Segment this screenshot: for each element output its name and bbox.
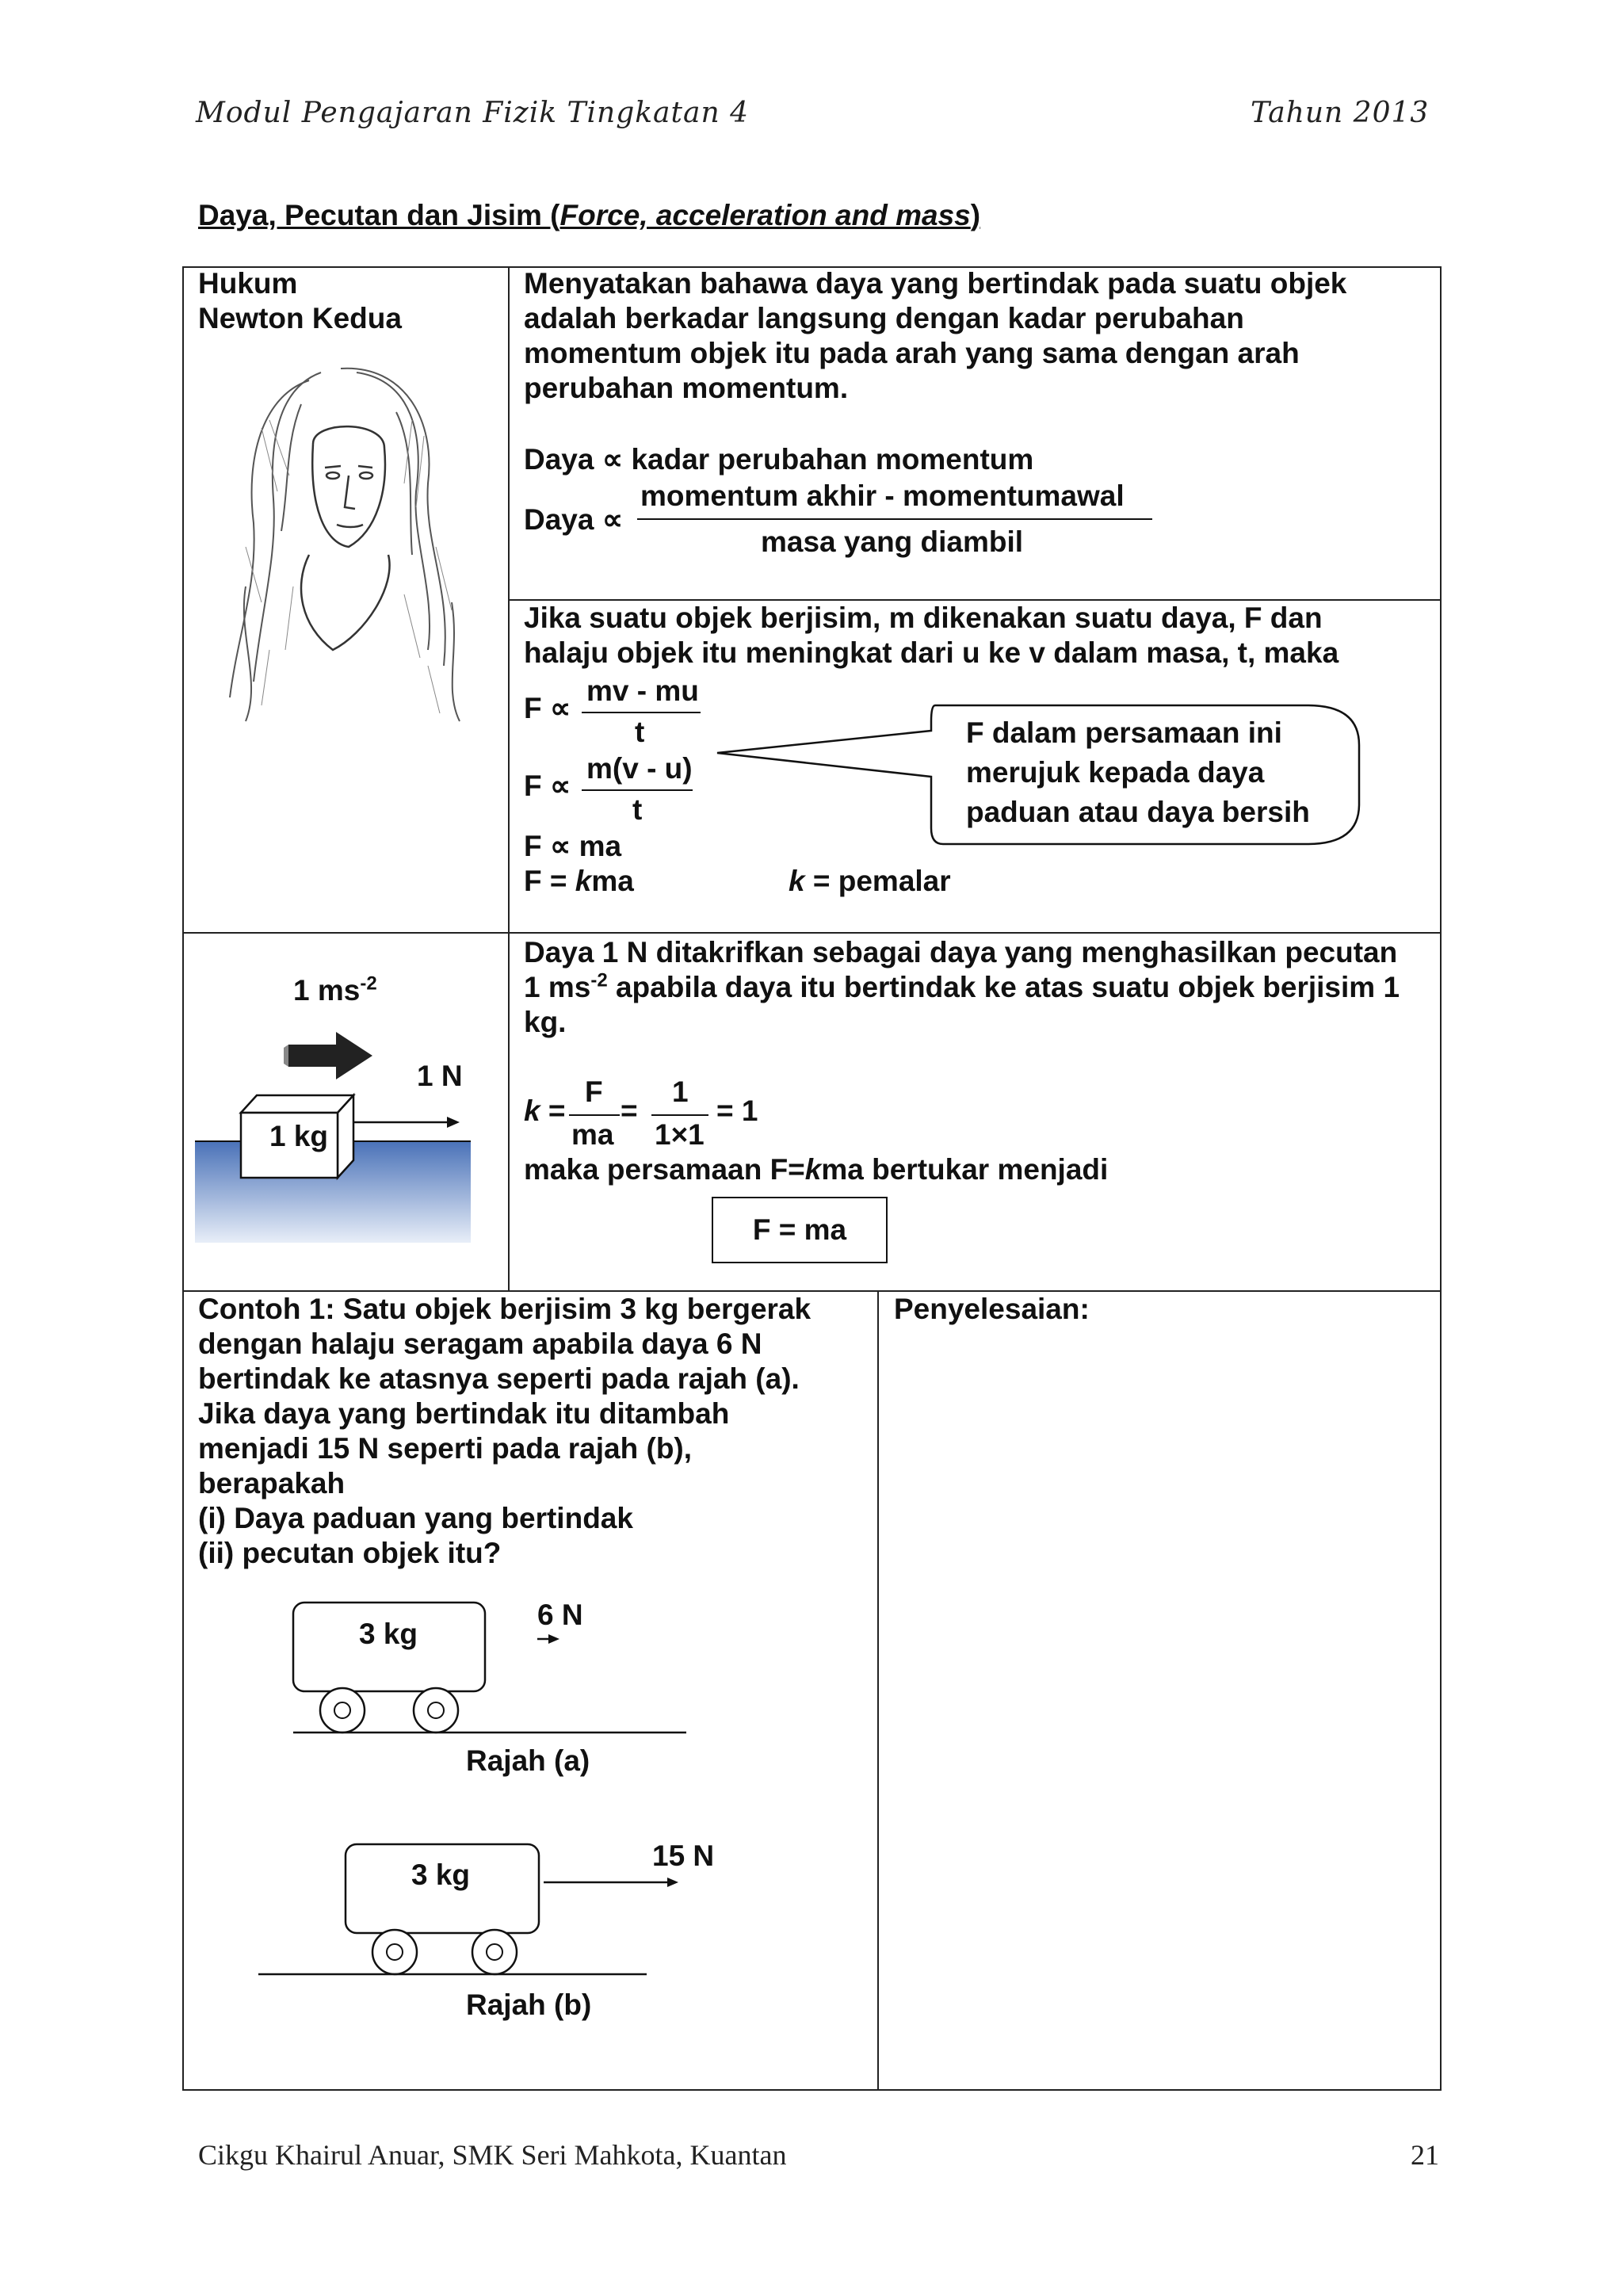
eq2-denominator: t [632, 793, 643, 826]
eq2-prefix: F ∝ [524, 770, 571, 802]
rajah-b-caption: Rajah (b) [466, 1988, 592, 2021]
table-border-right [1440, 266, 1442, 2091]
k-equals: = [621, 1095, 638, 1127]
boxed-formula: F = ma [712, 1197, 888, 1263]
page-number: 21 [1411, 2139, 1439, 2171]
fraction-bar [637, 518, 1152, 520]
wheel-icon [320, 1688, 365, 1733]
trolley-a-mass: 3 kg [359, 1618, 418, 1650]
section-title: Daya, Pecutan dan Jisim (Force, acceleration and mass) [198, 199, 981, 231]
trolley-b-mass: 3 kg [411, 1859, 471, 1891]
constant-note: k = pemalar [789, 865, 951, 897]
derivation-intro: Jika suatu objek berjisim, m dikenakan suatu daya, F dan halaju objek itu meningkat dari u ke v dalam masa, t, maka [524, 602, 1339, 669]
conclusion-text: maka persamaan F=kma bertukar menjadi [524, 1153, 1109, 1186]
law-statement: Menyatakan bahawa daya yang bertindak pada suatu objek adalah berkadar langsung dengan kadar perubahan momentum objek itu pada arah yang sama dengan arah perubahan momentum. [524, 267, 1347, 404]
trolley-b-force: 15 N [652, 1839, 715, 1872]
eq1-numerator: mv - mu [586, 674, 699, 707]
table-row-divider [182, 932, 1442, 934]
rajah-a-caption: Rajah (a) [466, 1744, 590, 1777]
force-arrowhead-icon [548, 1634, 559, 1644]
diagram-force-label: 1 N [417, 1060, 463, 1092]
trolley-a-force: 6 N [537, 1599, 583, 1631]
newton-portrait [214, 349, 475, 737]
k-frac2-numerator: 1 [672, 1075, 689, 1108]
force-arrowhead-icon [447, 1117, 460, 1128]
solution-label: Penyelesaian: [894, 1293, 1090, 1325]
eq1-bar [582, 712, 701, 713]
footer-author: Cikgu Khairul Anuar, SMK Seri Mahkota, Kuantan [198, 2139, 787, 2171]
eq2-numerator: m(v - u) [586, 752, 693, 785]
fraction-denominator: masa yang diambil [761, 525, 1024, 558]
eq1-denominator: t [635, 716, 645, 748]
wheel-icon [472, 1930, 517, 1974]
diagram-acceleration-label: 1 $ms^{-2}$ [293, 972, 377, 1007]
eq3: F ∝ ma [524, 830, 622, 862]
table-border-left [182, 266, 184, 2091]
eq4: F = kma [524, 865, 634, 897]
proportion-statement: Daya ∝ kadar perubahan momentum [524, 443, 1034, 476]
table-col-divider [877, 1290, 879, 2091]
proportion-prefix: Daya ∝ [524, 503, 624, 536]
fraction-numerator: momentum akhir - momentumawal [640, 479, 1125, 512]
k-frac2-denominator: 1×1 [655, 1118, 705, 1151]
header-title: Modul Pengajaran Fizik Tingkatan 4 [196, 97, 749, 129]
k-frac1-bar [569, 1114, 620, 1116]
k-result: = 1 [716, 1095, 758, 1127]
table-col-divider [508, 266, 510, 1292]
k-frac1-denominator: ma [571, 1118, 614, 1151]
trolley-diagram-a [285, 1593, 697, 1752]
wheel-icon [414, 1688, 458, 1733]
k-equation-label: k = [524, 1095, 566, 1127]
law-label: Hukum Newton Kedua [198, 267, 402, 334]
example-question: Contoh 1: Satu objek berjisim 3 kg bergerak dengan halaju seragam apabila daya 6 N bertindak ke atasnya seperti pada rajah (a). Jika daya yang bertindak itu ditambah menjadi 15 N seperti pada rajah (b), berapakah (i) Daya paduan yang bertindak (ii) pecutan objek itu? [198, 1293, 812, 1569]
eq2-bar [582, 789, 693, 791]
diagram-mass-label: 1 kg [269, 1120, 329, 1152]
force-arrowhead-icon [667, 1878, 678, 1887]
eq1-prefix: F ∝ [524, 692, 571, 724]
header-year: Tahun 2013 [1251, 97, 1430, 129]
table-border-bottom [182, 2089, 1442, 2091]
k-frac2-bar [651, 1114, 708, 1116]
wheel-icon [372, 1930, 417, 1974]
definition-text: Daya 1 N ditakrifkan sebagai daya yang menghasilkan pecutan 1 $ms^{-2}$ apabila daya itu bertindak ke atas suatu objek berjisim 1 kg. [524, 936, 1400, 1038]
k-frac1-numerator: F [585, 1075, 603, 1108]
accel-arrow-icon [284, 1032, 372, 1079]
callout-text: F dalam persamaan ini merujuk kepada daya paduan atau daya bersih [966, 716, 1310, 828]
